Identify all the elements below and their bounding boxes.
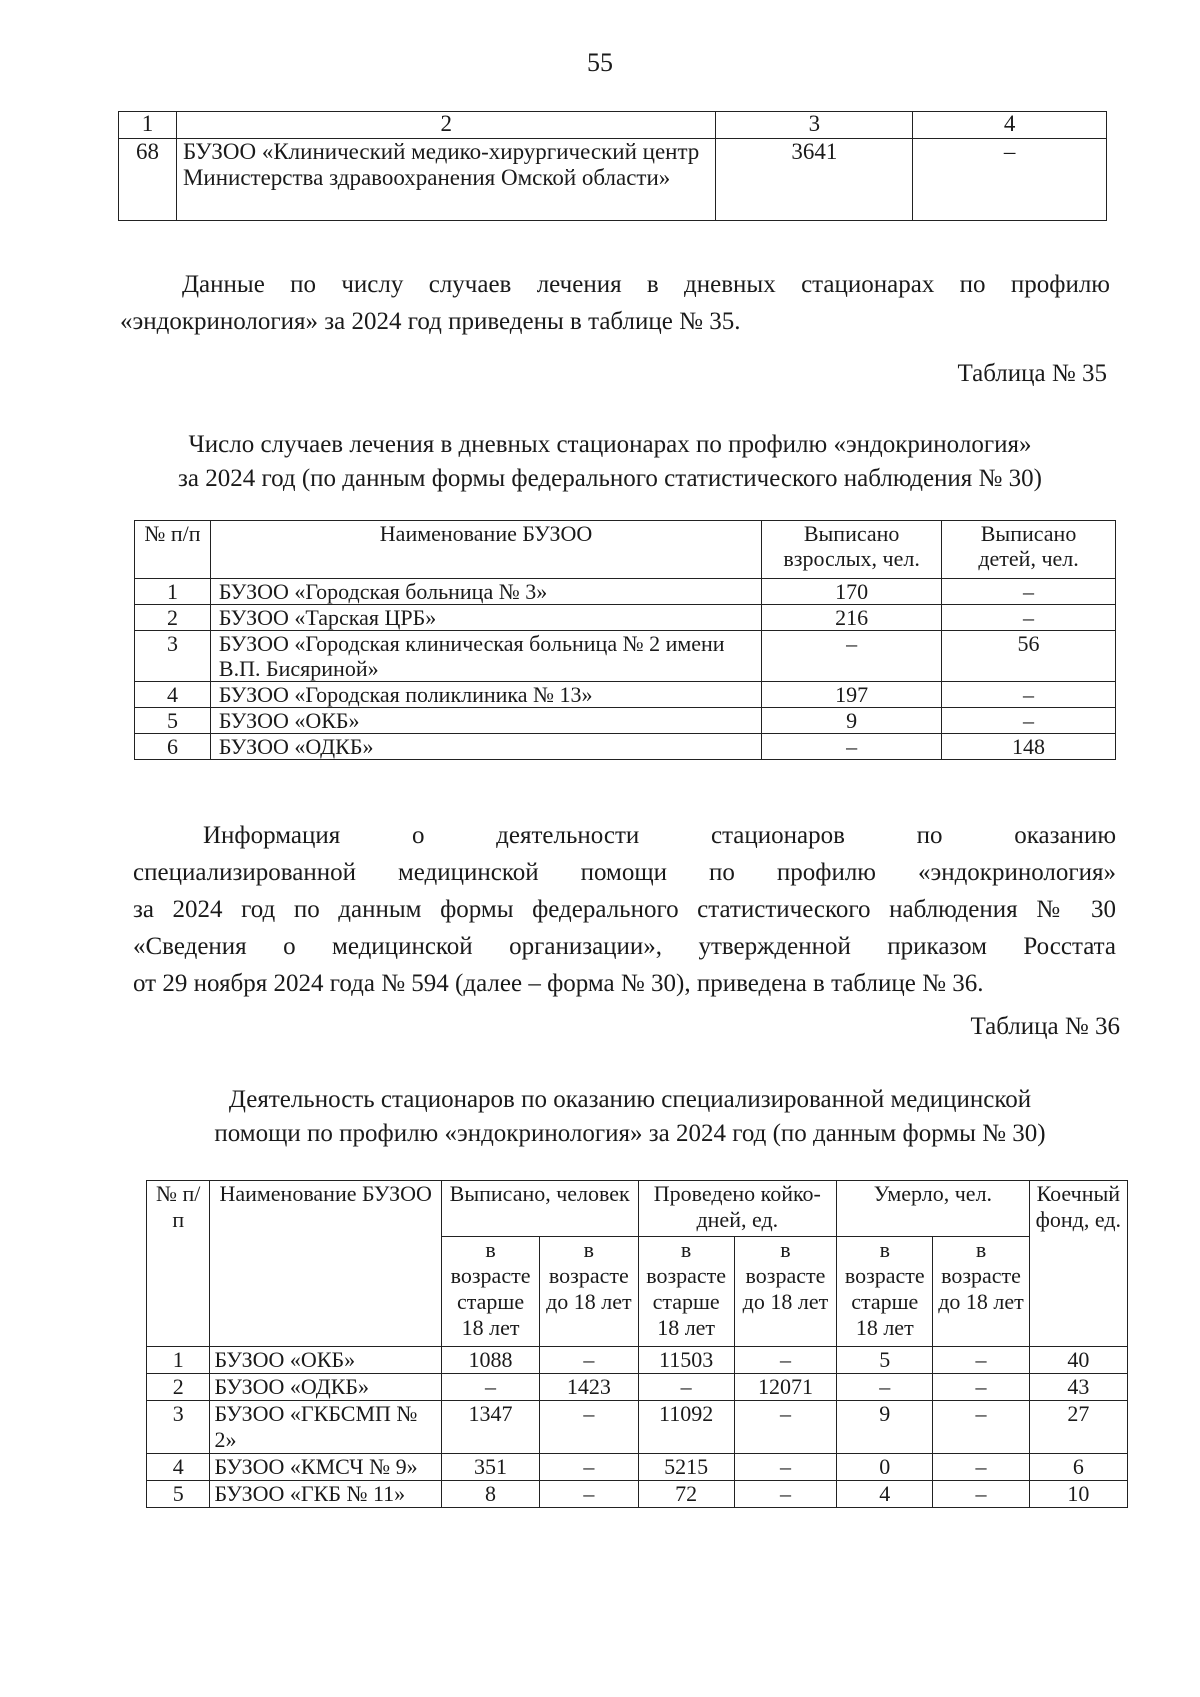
table-row <box>147 1454 1128 1481</box>
adults-value: 9 <box>762 708 942 734</box>
paragraph-line: «Сведения о медицинской организации», утвержденной приказом Росстата <box>133 933 1116 960</box>
paragraph-intro-table35: Данные по числу случаев лечения в дневных стационарах по профилю «эндокринология» за 2024 год приведены в таблице № 35. <box>120 271 1110 335</box>
table-row <box>135 631 1116 682</box>
table-header-row <box>147 1181 1128 1237</box>
died-under18: – <box>933 1401 1029 1454</box>
header-discharged: Выписано, человек <box>441 1181 638 1237</box>
table-36-title <box>130 1083 1130 1151</box>
table-row <box>147 1374 1128 1401</box>
adults-value: 170 <box>762 579 942 605</box>
institution-name: БУЗОО «ОКБ» <box>210 1347 441 1374</box>
row-number: 4 <box>147 1454 210 1481</box>
bed-days-under18: – <box>734 1481 836 1508</box>
table-row <box>147 1347 1128 1374</box>
table-36-label: Таблица № 36 <box>970 1013 1120 1040</box>
table-row <box>135 605 1116 631</box>
children-value: – <box>942 682 1116 708</box>
header-name: Наименование БУЗОО <box>210 521 761 579</box>
discharged-under18: 1423 <box>540 1374 638 1401</box>
children-value: – <box>942 605 1116 631</box>
discharged-over18: 351 <box>441 1454 539 1481</box>
paragraph-line: Информация о деятельности стационаров по оказанию <box>203 822 1116 849</box>
institution-name: БУЗОО «Городская больница № 3» <box>210 579 761 605</box>
children-value: 148 <box>942 734 1116 760</box>
discharged-under18: – <box>540 1481 638 1508</box>
discharged-over18: 8 <box>441 1481 539 1508</box>
row-number: 4 <box>135 682 211 708</box>
table-36-title-line1: Деятельность стационаров по оказанию специализированной медицинской <box>228 1086 1032 1113</box>
subheader-under18: в возрасте до 18 лет <box>734 1237 836 1347</box>
row-number: 3 <box>147 1401 210 1454</box>
institution-name: БУЗОО «КМСЧ № 9» <box>210 1454 441 1481</box>
header-number: № п/п <box>147 1181 210 1347</box>
children-value: – <box>942 708 1116 734</box>
bed-days-over18: – <box>638 1374 734 1401</box>
died-over18: 5 <box>837 1347 933 1374</box>
beds-value: 40 <box>1029 1347 1127 1374</box>
page-number: 55 <box>587 48 613 77</box>
table-header-row <box>135 521 1116 579</box>
table-header-row <box>119 112 1107 139</box>
beds-value: 6 <box>1029 1454 1127 1481</box>
died-over18: 0 <box>837 1454 933 1481</box>
institution-name: БУЗОО «ГКБ № 11» <box>210 1481 441 1508</box>
bed-days-over18: 11503 <box>638 1347 734 1374</box>
row-number: 2 <box>135 605 211 631</box>
continuation-table <box>118 111 1107 221</box>
table-row <box>135 579 1116 605</box>
institution-name: БУЗОО «ОДКБ» <box>210 734 761 760</box>
row-number: 2 <box>147 1374 210 1401</box>
institution-name: БУЗОО «Городская поликлиника № 13» <box>210 682 761 708</box>
died-under18: – <box>933 1481 1029 1508</box>
paragraph-line: специализированной медицинской помощи по профилю «эндокринология» <box>133 859 1116 886</box>
table-35-title-line2: за 2024 год (по данным формы федерального статистического наблюдения № 30) <box>177 465 1042 492</box>
subheader-under18: в возрасте до 18 лет <box>933 1237 1029 1347</box>
row-number: 6 <box>135 734 211 760</box>
beds-value: 43 <box>1029 1374 1127 1401</box>
bed-days-under18: 12071 <box>734 1374 836 1401</box>
died-over18: 4 <box>837 1481 933 1508</box>
table-row <box>135 708 1116 734</box>
column-number: 3 <box>716 112 913 139</box>
subheader-over18: в возрасте старше 18 лет <box>638 1237 734 1347</box>
discharged-under18: – <box>540 1347 638 1374</box>
table-row <box>119 139 1107 221</box>
institution-name: БУЗОО «ГКБСМП № 2» <box>210 1401 441 1454</box>
bed-days-under18: – <box>734 1454 836 1481</box>
column-number: 4 <box>913 112 1107 139</box>
bed-days-over18: 11092 <box>638 1401 734 1454</box>
row-number: 1 <box>147 1347 210 1374</box>
header-died: Умерло, чел. <box>837 1181 1030 1237</box>
row-number: 5 <box>147 1481 210 1508</box>
institution-name: БУЗОО «ОДКБ» <box>210 1374 441 1401</box>
beds-value: 10 <box>1029 1481 1127 1508</box>
row-number: 3 <box>135 631 211 682</box>
cell-value: 3641 <box>716 139 913 221</box>
column-number: 1 <box>119 112 177 139</box>
row-number: 5 <box>135 708 211 734</box>
discharged-over18: – <box>441 1374 539 1401</box>
table-35-title <box>110 428 1110 496</box>
table-35-label: Таблица № 35 <box>957 360 1107 387</box>
children-value: – <box>942 579 1116 605</box>
row-number: 68 <box>119 139 177 221</box>
adults-value: – <box>762 631 942 682</box>
table-row <box>147 1481 1128 1508</box>
discharged-under18: – <box>540 1401 638 1454</box>
header-beds: Коечный фонд, ед. <box>1029 1181 1127 1347</box>
died-over18: 9 <box>837 1401 933 1454</box>
bed-days-over18: 5215 <box>638 1454 734 1481</box>
children-value: 56 <box>942 631 1116 682</box>
table-row <box>135 734 1116 760</box>
paragraph-line: за 2024 год по данным формы федерального статистического наблюдения № 30 <box>133 896 1116 923</box>
header-adults: Выписано взрослых, чел. <box>762 521 942 579</box>
table-36-title-line2: помощи по профилю «эндокринология» за 2024 год (по данным формы № 30) <box>214 1120 1046 1147</box>
table-35 <box>134 520 1116 760</box>
header-bed-days: Проведено койко-дней, ед. <box>638 1181 837 1237</box>
bed-days-under18: – <box>734 1401 836 1454</box>
bed-days-over18: 72 <box>638 1481 734 1508</box>
discharged-over18: 1088 <box>441 1347 539 1374</box>
adults-value: 197 <box>762 682 942 708</box>
adults-value: 216 <box>762 605 942 631</box>
adults-value: – <box>762 734 942 760</box>
column-number: 2 <box>176 112 715 139</box>
institution-name: БУЗОО «Тарская ЦРБ» <box>210 605 761 631</box>
subheader-over18: в возрасте старше 18 лет <box>441 1237 539 1347</box>
row-number: 1 <box>135 579 211 605</box>
table-35-title-line1: Число случаев лечения в дневных стационарах по профилю «эндокринология» <box>188 431 1032 458</box>
header-number: № п/п <box>135 521 211 579</box>
institution-name: БУЗОО «ОКБ» <box>210 708 761 734</box>
bed-days-under18: – <box>734 1347 836 1374</box>
cell-value: – <box>913 139 1107 221</box>
subheader-over18: в возрасте старше 18 лет <box>837 1237 933 1347</box>
subheader-under18: в возрасте до 18 лет <box>540 1237 638 1347</box>
header-name: Наименование БУЗОО <box>210 1181 441 1347</box>
discharged-under18: – <box>540 1454 638 1481</box>
table-row <box>147 1401 1128 1454</box>
table-row <box>135 682 1116 708</box>
died-under18: – <box>933 1374 1029 1401</box>
died-under18: – <box>933 1454 1029 1481</box>
institution-name: БУЗОО «Клинический медико-хирургический центр Министерства здравоохранения Омской области» <box>176 139 715 221</box>
table-36 <box>146 1180 1128 1508</box>
paragraph-line: от 29 ноября 2024 года № 594 (далее – форма № 30), приведена в таблице № 36. <box>133 970 984 997</box>
institution-name: БУЗОО «Городская клиническая больница № 2 имени В.П. Бисяриной» <box>210 631 761 682</box>
beds-value: 27 <box>1029 1401 1127 1454</box>
paragraph-intro-table36 <box>133 817 1116 1002</box>
header-children: Выписано детей, чел. <box>942 521 1116 579</box>
discharged-over18: 1347 <box>441 1401 539 1454</box>
died-over18: – <box>837 1374 933 1401</box>
died-under18: – <box>933 1347 1029 1374</box>
